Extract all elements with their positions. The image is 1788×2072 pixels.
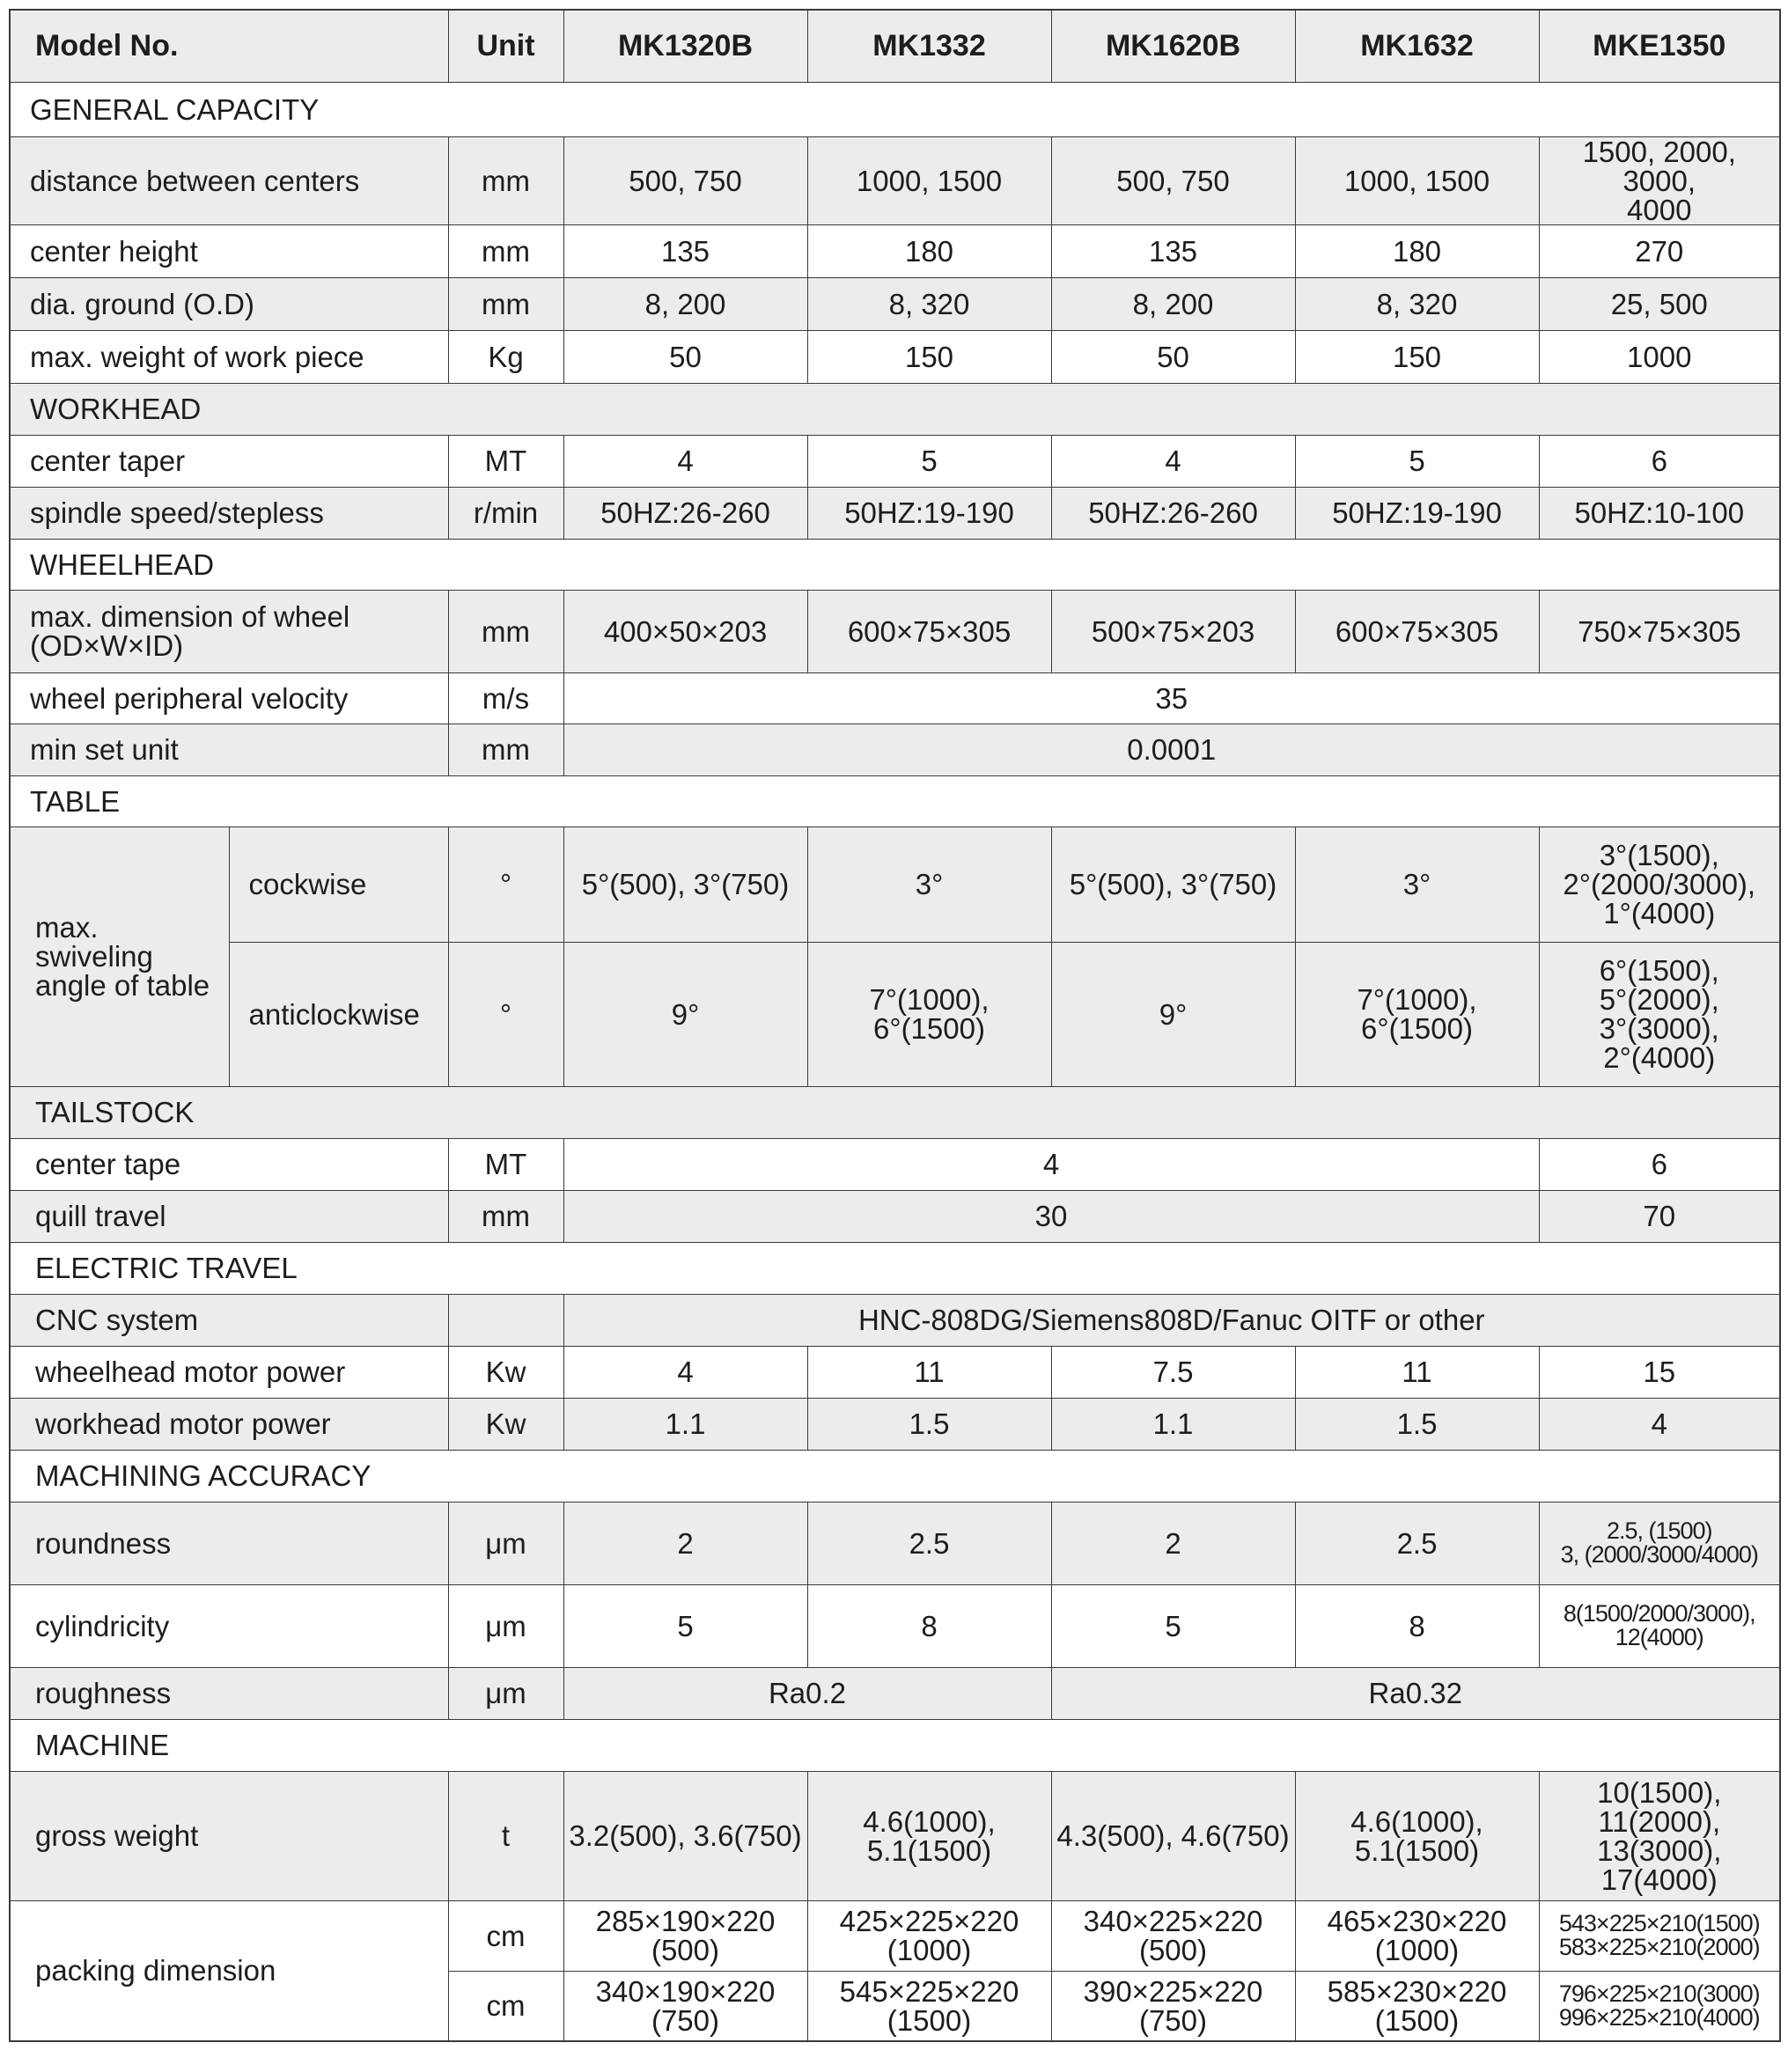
cell-value: 4 — [1539, 1398, 1780, 1450]
cell-line: (500) — [651, 1934, 720, 1966]
cell-value: 3° — [807, 827, 1051, 942]
cell-value: 8, 320 — [1295, 277, 1539, 330]
cell-value: 2.5 — [807, 1502, 1051, 1584]
row-label: dia. ground (O.D) — [10, 277, 448, 330]
cell-value: 135 — [563, 224, 807, 277]
cell-value: 50HZ:19-190 — [1295, 487, 1539, 539]
cell-value: 50 — [1051, 330, 1295, 383]
row-label: CNC system — [10, 1294, 448, 1346]
cell-value: 750×75×305 — [1539, 590, 1780, 672]
cell-line: 12(4000) — [1615, 1624, 1703, 1650]
cell-value — [807, 942, 1051, 1086]
row-label: center height — [10, 224, 448, 277]
section-accuracy: MACHINING ACCURACY — [10, 1450, 1780, 1502]
cell-value: 180 — [1295, 224, 1539, 277]
label-line: angle of table — [35, 969, 210, 1002]
cell-line: 285×190×220 — [595, 1905, 776, 1937]
cell-value — [1539, 1971, 1780, 2041]
section-row — [10, 1086, 1780, 1138]
cell-value: 3° — [1295, 827, 1539, 942]
cell-line: 6°(1500), — [1599, 954, 1719, 987]
row-label: gross weight — [10, 1771, 448, 1900]
cell-line: 585×230×220 — [1327, 1974, 1507, 2008]
row-label: max. weight of work piece — [10, 330, 448, 383]
table-row — [10, 1502, 1780, 1584]
row-unit: MT — [448, 1138, 563, 1190]
cell-value: 1.5 — [1295, 1398, 1539, 1450]
row-unit: mm — [448, 136, 563, 224]
cell-line: 996×225×210(4000) — [1558, 2003, 1760, 2031]
cell-value: Ra0.32 — [1051, 1667, 1780, 1719]
table-row — [10, 277, 1780, 330]
cell-value: 180 — [807, 224, 1051, 277]
cell-value: 4 — [563, 1346, 807, 1398]
cell-value: 500×75×203 — [1051, 590, 1295, 672]
cell-line: 13(3000), — [1597, 1833, 1722, 1867]
cell-value: 4.3(500), 4.6(750) — [1051, 1771, 1295, 1900]
cell-line: 390×225×220 — [1083, 1974, 1263, 2008]
cell-value: 9° — [563, 942, 807, 1086]
section-row — [10, 539, 1780, 590]
header-mke1350: MKE1350 — [1539, 10, 1780, 82]
cell-value: 150 — [807, 330, 1051, 383]
cell-line: 340×225×220 — [1083, 1905, 1263, 1937]
table-row — [10, 1190, 1780, 1242]
row-label: workhead motor power — [10, 1398, 448, 1450]
table-row — [10, 1667, 1780, 1719]
table-row — [10, 672, 1780, 724]
cell-value — [1539, 1584, 1780, 1667]
cell-line: 2°(4000) — [1603, 1041, 1716, 1074]
cell-value: 0.0001 — [563, 724, 1780, 775]
row-unit: m/s — [448, 672, 563, 724]
row-unit: ° — [448, 827, 563, 942]
cell-line: 2°(2000/3000), — [1563, 868, 1756, 900]
cell-value — [807, 1771, 1051, 1900]
cell-value — [1539, 1502, 1780, 1584]
row-unit: Kw — [448, 1398, 563, 1450]
cell-line: (500) — [1138, 1934, 1208, 1966]
cell-value: 5 — [1051, 1584, 1295, 1667]
cell-value — [1295, 942, 1539, 1086]
section-wheelhead: WHEELHEAD — [10, 539, 1780, 590]
cell-value — [563, 1900, 807, 1971]
cell-line: 425×225×220 — [839, 1905, 1019, 1937]
cell-value: 50HZ:26-260 — [563, 487, 807, 539]
section-tailstock: TAILSTOCK — [10, 1086, 1780, 1138]
cell-value: 500, 750 — [1051, 136, 1295, 224]
cell-line: (1500) — [1374, 2003, 1460, 2037]
cell-value: 11 — [807, 1346, 1051, 1398]
section-row — [10, 1450, 1780, 1502]
section-electric: ELECTRIC TRAVEL — [10, 1242, 1780, 1294]
section-general: GENERAL CAPACITY — [10, 82, 1780, 136]
table-row — [10, 136, 1780, 224]
cell-value: 4 — [563, 435, 807, 487]
table-row — [10, 435, 1780, 487]
row-unit: mm — [448, 224, 563, 277]
cell-line: 8(1500/2000/3000), — [1563, 1600, 1755, 1627]
cell-value: 8, 200 — [1051, 277, 1295, 330]
cell-value: 50 — [563, 330, 807, 383]
label-line: (OD×W×ID) — [30, 629, 184, 662]
cell-value: 9° — [1051, 942, 1295, 1086]
cell-line: 1500, 2000, 3000, — [1582, 136, 1736, 197]
row-unit: MT — [448, 435, 563, 487]
cell-line: 543×225×210(1500) — [1558, 1910, 1760, 1936]
row-unit: Kg — [448, 330, 563, 383]
row-unit: μm — [448, 1584, 563, 1667]
header-mk1332: MK1332 — [807, 10, 1051, 82]
header-mk1632: MK1632 — [1295, 10, 1539, 82]
table-row — [10, 487, 1780, 539]
row-label: quill travel — [10, 1190, 448, 1242]
cell-value: 1000 — [1539, 330, 1780, 383]
header-unit: Unit — [448, 10, 563, 82]
cell-value — [1051, 1971, 1295, 2041]
cell-line: (750) — [1138, 2003, 1208, 2037]
section-row — [10, 82, 1780, 136]
section-row — [10, 383, 1780, 435]
cell-value: 7.5 — [1051, 1346, 1295, 1398]
cell-value: 270 — [1539, 224, 1780, 277]
row-label: cylindricity — [10, 1584, 448, 1667]
cell-line: 4.6(1000), — [863, 1804, 996, 1838]
cell-value: Ra0.2 — [563, 1667, 1051, 1719]
label-line: max. dimension of wheel — [30, 600, 350, 633]
cell-line: 11(2000), — [1598, 1804, 1721, 1838]
swivel-group-label — [10, 827, 229, 1086]
row-unit: μm — [448, 1667, 563, 1719]
cell-value: HNC-808DG/Siemens808D/Fanuc OITF or other — [563, 1294, 1780, 1346]
section-machine: MACHINE — [10, 1719, 1780, 1771]
cell-value: 50HZ:19-190 — [807, 487, 1051, 539]
section-table: TABLE — [10, 775, 1780, 827]
cell-value: 4 — [563, 1138, 1539, 1190]
row-unit: μm — [448, 1502, 563, 1584]
cell-value: 70 — [1539, 1190, 1780, 1242]
table-row — [10, 224, 1780, 277]
cell-value — [1539, 136, 1780, 224]
cell-line: 4.6(1000), — [1350, 1804, 1483, 1838]
cell-value: 6 — [1539, 435, 1780, 487]
cell-line: (750) — [651, 2003, 720, 2037]
cell-value — [807, 1971, 1051, 2041]
cell-line: 5.1(1500) — [1354, 1833, 1480, 1867]
row-unit: mm — [448, 1190, 563, 1242]
cell-value: 8, 320 — [807, 277, 1051, 330]
cell-value: 3.2(500), 3.6(750) — [563, 1771, 807, 1900]
cell-line: 1°(4000) — [1603, 897, 1716, 929]
cell-value: 1.1 — [563, 1398, 807, 1450]
cell-value: 2.5 — [1295, 1502, 1539, 1584]
cell-value — [1539, 1900, 1780, 1971]
table-row — [10, 1398, 1780, 1450]
row-label: cockwise — [229, 827, 448, 942]
cell-line: 465×230×220 — [1327, 1905, 1507, 1937]
row-unit: t — [448, 1771, 563, 1900]
cell-value — [1295, 1900, 1539, 1971]
cell-value — [807, 1900, 1051, 1971]
section-row — [10, 775, 1780, 827]
row-label: anticlockwise — [229, 942, 448, 1086]
table-row — [10, 1584, 1780, 1667]
cell-value: 150 — [1295, 330, 1539, 383]
cell-value: 1000, 1500 — [1295, 136, 1539, 224]
cell-line: 3°(3000), — [1599, 1012, 1719, 1045]
header-mk1620b: MK1620B — [1051, 10, 1295, 82]
table-row — [10, 1294, 1780, 1346]
cell-value: 400×50×203 — [563, 590, 807, 672]
cell-value: 15 — [1539, 1346, 1780, 1398]
cell-value: 50HZ:26-260 — [1051, 487, 1295, 539]
cell-line: 6°(1500) — [873, 1012, 985, 1045]
row-label: wheel peripheral velocity — [10, 672, 448, 724]
table-row — [10, 1138, 1780, 1190]
row-unit: Kw — [448, 1346, 563, 1398]
cell-line: 6°(1500) — [1361, 1012, 1473, 1045]
cell-value: 8 — [1295, 1584, 1539, 1667]
row-unit: mm — [448, 590, 563, 672]
cell-line: 796×225×210(3000) — [1558, 1980, 1760, 2007]
table-row — [10, 827, 1780, 942]
cell-line: 7°(1000), — [869, 983, 990, 1016]
cell-value: 8, 200 — [563, 277, 807, 330]
cell-value: 2 — [1051, 1502, 1295, 1584]
row-label: packing dimension — [10, 1900, 448, 2041]
cell-line: (1500) — [887, 2003, 972, 2037]
cell-value — [1295, 1971, 1539, 2041]
cell-line: (1000) — [887, 1934, 972, 1966]
cell-value: 8 — [807, 1584, 1051, 1667]
header-model-no: Model No. — [10, 10, 448, 82]
row-unit: mm — [448, 724, 563, 775]
cell-value: 50HZ:10-100 — [1539, 487, 1780, 539]
row-unit: r/min — [448, 487, 563, 539]
header-row — [10, 10, 1780, 82]
row-label — [10, 590, 448, 672]
cell-value: 2 — [563, 1502, 807, 1584]
cell-line: 3°(1500), — [1599, 839, 1719, 871]
section-row — [10, 1242, 1780, 1294]
cell-value — [1051, 1900, 1295, 1971]
row-label: center tape — [10, 1138, 448, 1190]
cell-line: 340×190×220 — [595, 1974, 776, 2008]
cell-value: 5°(500), 3°(750) — [563, 827, 807, 942]
row-label: roughness — [10, 1667, 448, 1719]
cell-value: 6 — [1539, 1138, 1780, 1190]
row-label: wheelhead motor power — [10, 1346, 448, 1398]
section-workhead: WORKHEAD — [10, 383, 1780, 435]
cell-line: 7°(1000), — [1357, 983, 1477, 1016]
cell-value — [563, 1971, 807, 2041]
cell-line: 4000 — [1627, 193, 1692, 224]
cell-value — [1539, 1771, 1780, 1900]
row-label: center taper — [10, 435, 448, 487]
cell-value: 135 — [1051, 224, 1295, 277]
cell-line: 2.5, (1500) — [1606, 1517, 1712, 1544]
table-row — [10, 590, 1780, 672]
cell-value: 1.1 — [1051, 1398, 1295, 1450]
header-mk1320b: MK1320B — [563, 10, 807, 82]
cell-line: 3, (2000/3000/4000) — [1560, 1541, 1758, 1568]
cell-line: (1000) — [1374, 1934, 1460, 1966]
cell-value: 5 — [563, 1584, 807, 1667]
cell-value: 5 — [807, 435, 1051, 487]
row-unit — [448, 1294, 563, 1346]
row-unit: cm — [448, 1900, 563, 1971]
cell-line: 545×225×220 — [839, 1974, 1019, 2008]
row-unit: ° — [448, 942, 563, 1086]
cell-line: 17(4000) — [1600, 1863, 1718, 1896]
cell-line: 10(1500), — [1597, 1775, 1722, 1809]
cell-value — [1295, 1771, 1539, 1900]
row-label: min set unit — [10, 724, 448, 775]
cell-value — [1539, 942, 1780, 1086]
table-row — [10, 330, 1780, 383]
cell-value: 11 — [1295, 1346, 1539, 1398]
cell-value: 600×75×305 — [1295, 590, 1539, 672]
row-label: roundness — [10, 1502, 448, 1584]
cell-value: 4 — [1051, 435, 1295, 487]
row-label: spindle speed/stepless — [10, 487, 448, 539]
cell-line: 583×225×210(2000) — [1558, 1934, 1760, 1960]
label-line: max. — [35, 911, 99, 944]
cell-line: 5.1(1500) — [866, 1833, 992, 1867]
table-row — [10, 724, 1780, 775]
table-row — [10, 942, 1780, 1086]
cell-line: 5°(2000), — [1599, 983, 1719, 1016]
table-row — [10, 1771, 1780, 1900]
cell-value: 1000, 1500 — [807, 136, 1051, 224]
cell-value: 500, 750 — [563, 136, 807, 224]
row-unit: cm — [448, 1971, 563, 2041]
label-line: swiveling — [35, 940, 153, 973]
table-row — [10, 1346, 1780, 1398]
cell-value — [1539, 827, 1780, 942]
cell-value: 25, 500 — [1539, 277, 1780, 330]
row-label: distance between centers — [10, 136, 448, 224]
row-unit: mm — [448, 277, 563, 330]
cell-value: 35 — [563, 672, 1780, 724]
section-row — [10, 1719, 1780, 1771]
cell-value: 5°(500), 3°(750) — [1051, 827, 1295, 942]
cell-value: 5 — [1295, 435, 1539, 487]
cell-value: 1.5 — [807, 1398, 1051, 1450]
table-row — [10, 1900, 1780, 1971]
cell-value: 30 — [563, 1190, 1539, 1242]
cell-value: 600×75×305 — [807, 590, 1051, 672]
spec-table — [9, 9, 1781, 2042]
